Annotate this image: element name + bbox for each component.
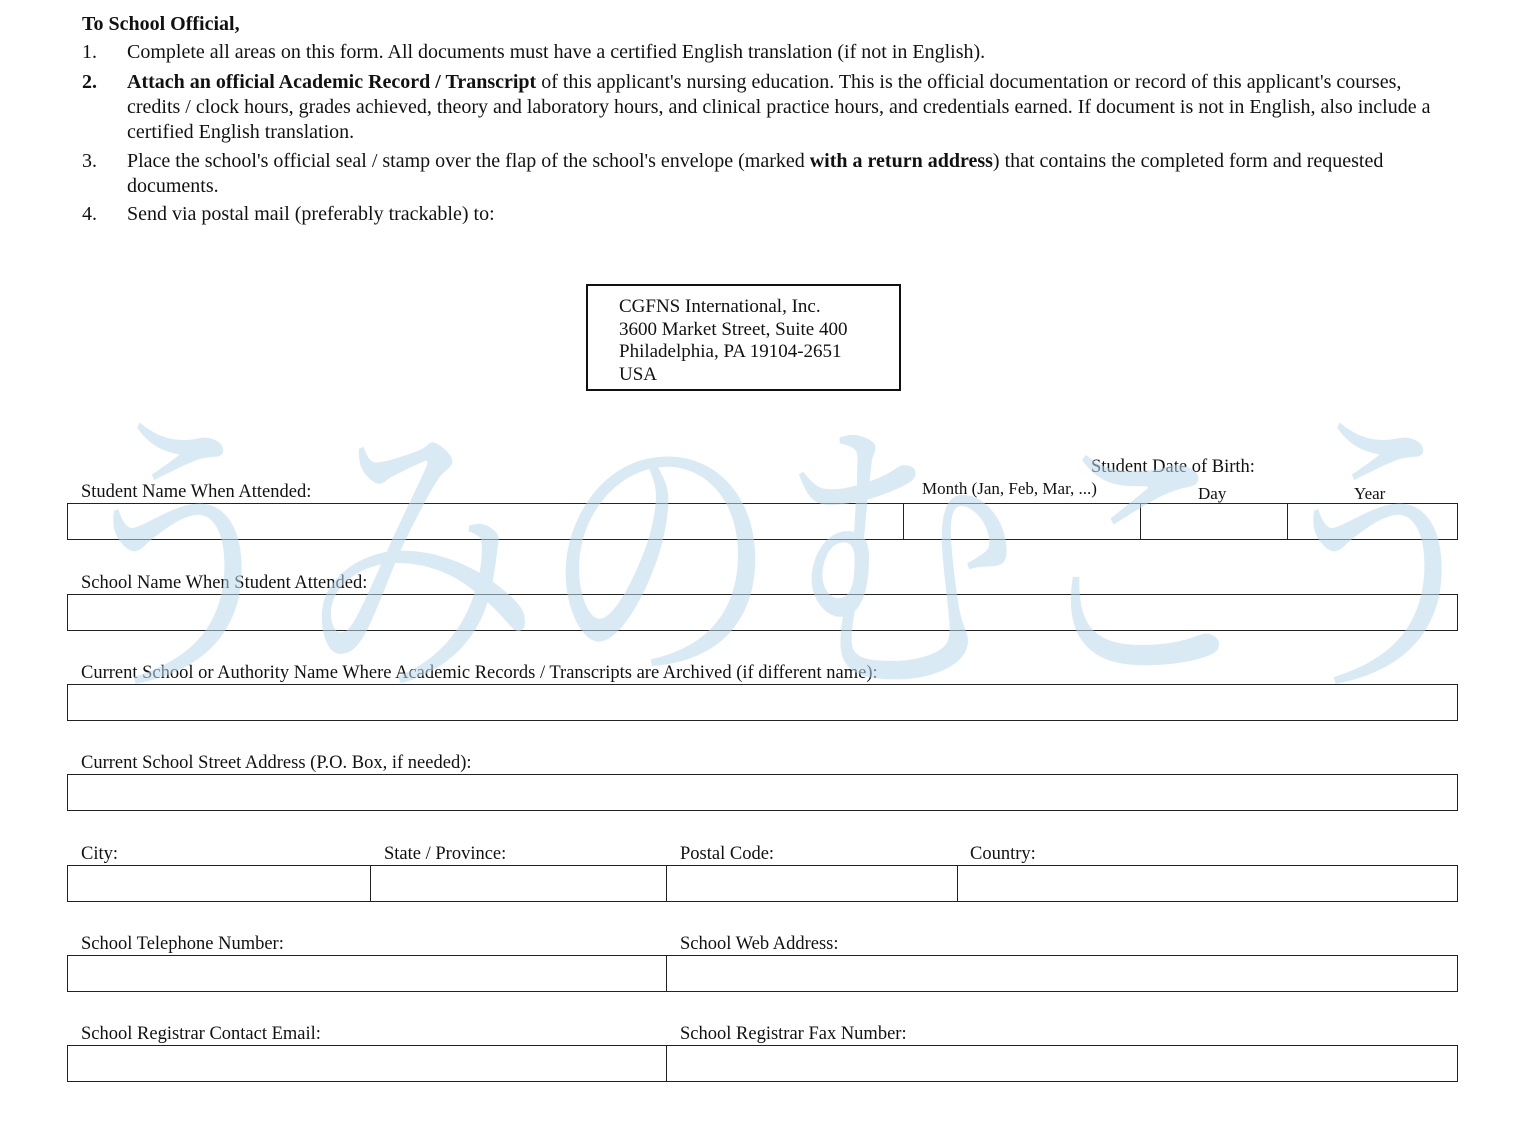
address-line-1: CGFNS International, Inc. (619, 296, 821, 317)
postal-code-field[interactable] (667, 866, 958, 901)
instruction-1 (82, 40, 1482, 65)
street-address-row (67, 774, 1458, 811)
registrar-row (67, 1045, 1458, 1082)
country-field[interactable] (958, 866, 1457, 901)
instruction-text: Send via postal mail (preferably trackable) to: (127, 203, 495, 225)
dob-day-field[interactable] (1141, 504, 1288, 539)
page-heading: To School Official, (82, 13, 240, 35)
city-field[interactable] (68, 866, 371, 901)
archive-authority-label: Current School or Authority Name Where Academic Records / Transcripts are Archived (if different name): (81, 663, 878, 683)
school-name-label: School Name When Student Attended: (81, 573, 368, 593)
state-field[interactable] (371, 866, 667, 901)
contact-row (67, 955, 1458, 992)
instruction-2 (82, 70, 1482, 145)
instruction-text-after: ) that contains the completed form and requested documents. (127, 150, 1384, 197)
instruction-bold-text: with a return address (809, 150, 993, 172)
student-name-dob-row (67, 503, 1458, 540)
instruction-number: 1. (82, 41, 97, 63)
address-line-3: Philadelphia, PA 19104-2651 (619, 341, 842, 362)
web-address-label: School Web Address: (680, 934, 839, 954)
state-label: State / Province: (384, 844, 507, 864)
archive-authority-row (67, 684, 1458, 721)
dob-label: Student Date of Birth: (1091, 457, 1255, 477)
dob-year-label: Year (1354, 484, 1386, 503)
registrar-email-field[interactable] (68, 1046, 667, 1081)
address-line-4: USA (619, 363, 658, 385)
dob-day-label: Day (1198, 484, 1227, 503)
instruction-number: 3. (82, 150, 97, 172)
instruction-3 (82, 149, 1482, 199)
student-name-field[interactable] (68, 504, 904, 539)
dob-year-field[interactable] (1288, 504, 1457, 539)
registrar-email-label: School Registrar Contact Email: (81, 1024, 321, 1044)
country-label: Country: (970, 844, 1036, 864)
instruction-text: Complete all areas on this form. All documents must have a certified English translation (if not in English). (127, 41, 986, 63)
telephone-field[interactable] (68, 956, 667, 991)
street-address-label: Current School Street Address (P.O. Box, if needed): (81, 753, 472, 773)
instruction-text (127, 149, 1447, 199)
street-address-field[interactable] (68, 775, 1457, 810)
telephone-label: School Telephone Number: (81, 934, 284, 954)
dob-month-field[interactable] (904, 504, 1141, 539)
mailing-address-box (586, 284, 901, 391)
school-name-row (67, 594, 1458, 631)
instruction-number: 2. (82, 71, 97, 93)
watermark-text: うみのむこう (60, 395, 1500, 725)
instruction-rest-text: of this applicant's nursing education. This is the official documentation or record of this applicant's courses, credits / clock hours, grades achieved, theory and laboratory hours, and clinical practice hours, and credentials earned. If document is not in English, also include a certified English translation. (127, 71, 1431, 143)
location-row (67, 865, 1458, 902)
city-label: City: (81, 844, 119, 864)
registrar-fax-field[interactable] (667, 1046, 1457, 1081)
instruction-text-before: Place the school's official seal / stamp over the flap of the school's envelope (marked (127, 150, 810, 172)
web-address-field[interactable] (667, 956, 1457, 991)
instruction-bold-text: Attach an official Academic Record / Transcript (127, 71, 537, 93)
dob-month-label: Month (Jan, Feb, Mar, ...) (922, 479, 1097, 498)
student-name-label: Student Name When Attended: (81, 482, 312, 502)
registrar-fax-label: School Registrar Fax Number: (680, 1024, 907, 1044)
school-name-field[interactable] (68, 595, 1457, 630)
archive-authority-field[interactable] (68, 685, 1457, 720)
instruction-text (127, 70, 1447, 145)
instruction-number: 4. (82, 203, 97, 225)
postal-code-label: Postal Code: (680, 844, 775, 864)
instruction-4 (82, 202, 1482, 227)
address-line-2: 3600 Market Street, Suite 400 (619, 318, 848, 340)
